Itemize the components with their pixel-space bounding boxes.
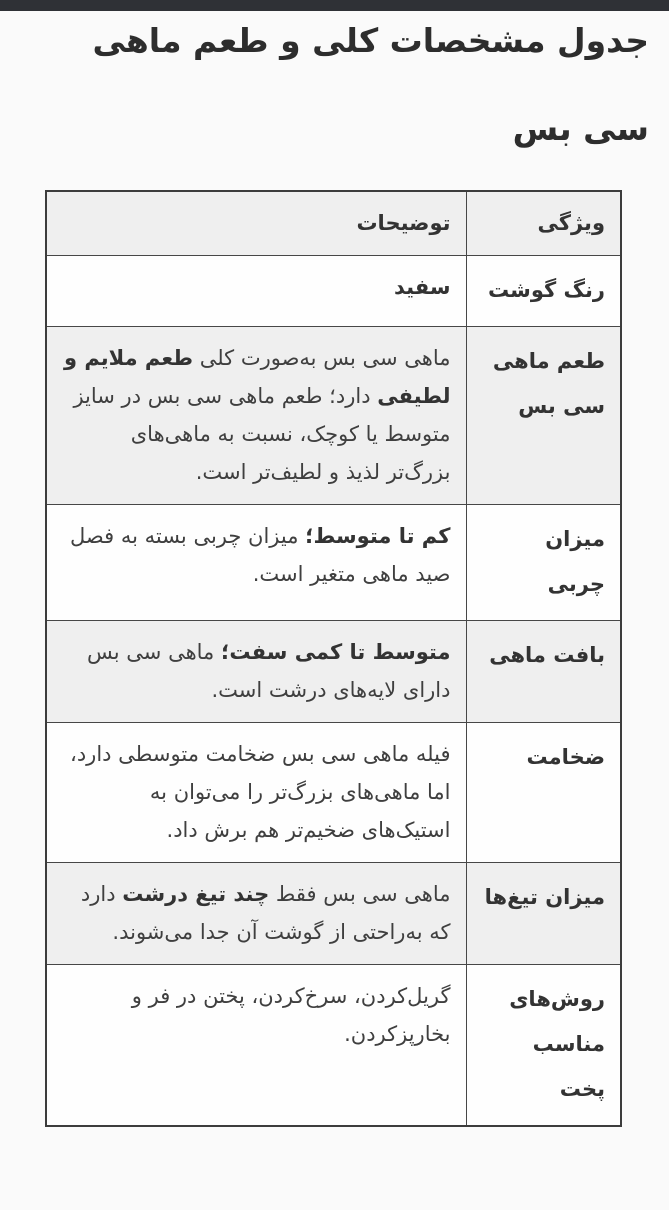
feature-cell: میزان چربی — [466, 505, 621, 621]
desc-text: ماهی سی بس به‌صورت کلی — [193, 346, 451, 370]
description-cell — [46, 723, 466, 863]
desc-text: ماهی سی بس فقط — [269, 882, 451, 906]
desc-text: میزان چربی بسته به فصل صید ماهی متغیر است. — [69, 524, 451, 586]
table-row-texture — [46, 621, 621, 723]
desc-bold-text: کم تا متوسط؛ — [305, 524, 451, 548]
desc-bold-text: متوسط تا کمی سفت؛ — [220, 640, 451, 664]
table-row-cooking-methods — [46, 965, 621, 1127]
feature-cell: بافت ماهی — [466, 621, 621, 723]
feature-cell: رنگ گوشت — [466, 256, 621, 327]
desc-text: گریل‌کردن، سرخ‌کردن، پختن در فر و بخارپزکردن. — [131, 984, 451, 1046]
description-cell — [46, 256, 466, 327]
feature-cell: روش‌های مناسب پخت — [466, 965, 621, 1127]
desc-text: دارد که به‌راحتی از گوشت آن جدا می‌شوند. — [80, 882, 451, 944]
desc-bold-text: طعم ملایم و لطیفی — [63, 346, 451, 408]
feature-cell: میزان تیغ‌ها — [466, 863, 621, 965]
desc-text: دارد؛ طعم ماهی سی بس در سایز متوسط یا کوچک، نسبت به ماهی‌های بزرگ‌تر لذیذ و لطیف‌تر است. — [73, 384, 451, 484]
table-header-row — [46, 191, 621, 256]
description-cell — [46, 621, 466, 723]
desc-bold-text: چند تیغ درشت — [122, 882, 270, 906]
table-row-bones — [46, 863, 621, 965]
desc-text: ماهی سی بس دارای لایه‌های درشت است. — [87, 640, 451, 702]
description-cell — [46, 327, 466, 505]
page-title-line-1: جدول مشخصات کلی و طعم ماهی — [92, 21, 649, 60]
table-row-thickness — [46, 723, 621, 863]
description-cell — [46, 965, 466, 1127]
header-description: توضیحات — [46, 191, 466, 256]
feature-cell: طعم ماهی سی بس — [466, 327, 621, 505]
desc-bold-text: سفید — [394, 275, 451, 299]
table-row-fat-level — [46, 505, 621, 621]
table-row-taste — [46, 327, 621, 505]
desc-text: فیله ماهی سی بس ضخامت متوسطی دارد، اما ماهی‌های بزرگ‌تر را می‌توان به استیک‌های ضخیم‌تر هم برش داد. — [70, 742, 451, 842]
page-title — [0, 0, 669, 173]
description-cell — [46, 505, 466, 621]
description-cell — [46, 863, 466, 965]
page-title-line-2: سی بس — [512, 109, 649, 148]
table-row-meat-color — [46, 256, 621, 327]
header-feature: ویژگی — [466, 191, 621, 256]
feature-cell: ضخامت — [466, 723, 621, 863]
fish-spec-table — [45, 190, 622, 1127]
